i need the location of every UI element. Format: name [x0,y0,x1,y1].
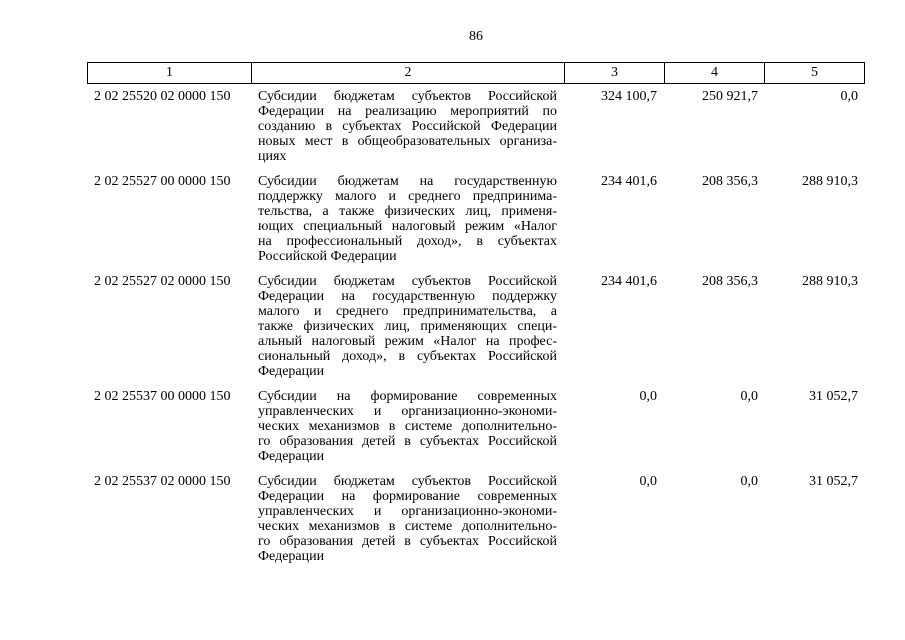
table-body [87,84,865,569]
table-row [87,269,865,384]
budget-code: 2 02 25527 00 0000 150 [94,174,231,189]
description-line: ческих механизмов в системе дополнительно- [258,519,557,534]
description-line: тельства, а также физических лиц, применя- [258,204,557,219]
table-row [87,384,865,469]
description-line: го образования детей в субъектах Российской [258,434,557,449]
header-cell-3: 3 [565,63,665,83]
budget-code: 2 02 25527 02 0000 150 [94,274,231,289]
description-line: на профессиональный доход», в субъектах [258,234,557,249]
description-line: управленческих и организационно-экономи- [258,504,557,519]
value-column-5: 31 052,7 [809,474,858,489]
value-column-3: 234 401,6 [601,174,657,189]
value-column-5: 31 052,7 [809,389,858,404]
description-line: альный налоговый режим «Налог на профес- [258,334,557,349]
value-column-3: 234 401,6 [601,274,657,289]
description-line: Федерации [258,364,325,379]
value-column-4: 0,0 [740,389,758,404]
description-line: поддержку малого и среднего предпринима- [258,189,557,204]
budget-code: 2 02 25520 02 0000 150 [94,89,231,104]
description-line: новых мест в общеобразовательных организа- [258,134,557,149]
description-line: Субсидии на формирование современных [258,389,557,404]
description-line: го образования детей в субъектах Российской [258,534,557,549]
description-line: Федерации на реализацию мероприятий по [258,104,557,119]
description-line: созданию в субъектах Российской Федерации [258,119,557,134]
description-line: также физических лиц, применяющих специ- [258,319,557,334]
description-line: Субсидии бюджетам субъектов Российской [258,274,557,289]
value-column-5: 288 910,3 [802,174,858,189]
header-cell-2: 2 [252,63,565,83]
description-line: управленческих и организационно-экономи- [258,404,557,419]
value-column-5: 0,0 [840,89,858,104]
value-column-4: 250 921,7 [702,89,758,104]
description-line: Субсидии бюджетам на государственную [258,174,557,189]
description [252,474,565,564]
value-column-3: 0,0 [639,389,657,404]
description-line: Федерации на государственную поддержку [258,289,557,304]
budget-table [87,62,865,569]
table-row [87,169,865,269]
description-line: сиональный доход», в субъектах Российской [258,349,557,364]
description-line: малого и среднего предпринимательства, а [258,304,557,319]
header-cell-1: 1 [88,63,252,83]
value-column-4: 208 356,3 [702,174,758,189]
description-line: Федерации на формирование современных [258,489,557,504]
header-cell-5: 5 [811,65,818,80]
value-column-3: 324 100,7 [601,89,657,104]
description [252,389,565,464]
description-line: Федерации [258,549,325,564]
value-column-3: 0,0 [639,474,657,489]
table-header [87,62,865,84]
value-column-4: 208 356,3 [702,274,758,289]
description-line: Субсидии бюджетам субъектов Российской [258,474,557,489]
description-line: Субсидии бюджетам субъектов Российской [258,89,557,104]
value-column-5: 288 910,3 [802,274,858,289]
header-cell-4: 4 [665,63,765,83]
description-line: ющих специальный налоговый режим «Налог [258,219,557,234]
description-line: Федерации [258,449,325,464]
description [252,89,565,164]
budget-code: 2 02 25537 02 0000 150 [94,474,231,489]
description [252,274,565,379]
description-line: ческих механизмов в системе дополнительно- [258,419,557,434]
table-row [87,84,865,169]
value-column-4: 0,0 [740,474,758,489]
budget-code: 2 02 25537 00 0000 150 [94,389,231,404]
page-number: 86 [469,29,483,44]
description [252,174,565,264]
table-row [87,469,865,569]
description-line: циях [258,149,287,164]
description-line: Российской Федерации [258,249,397,264]
